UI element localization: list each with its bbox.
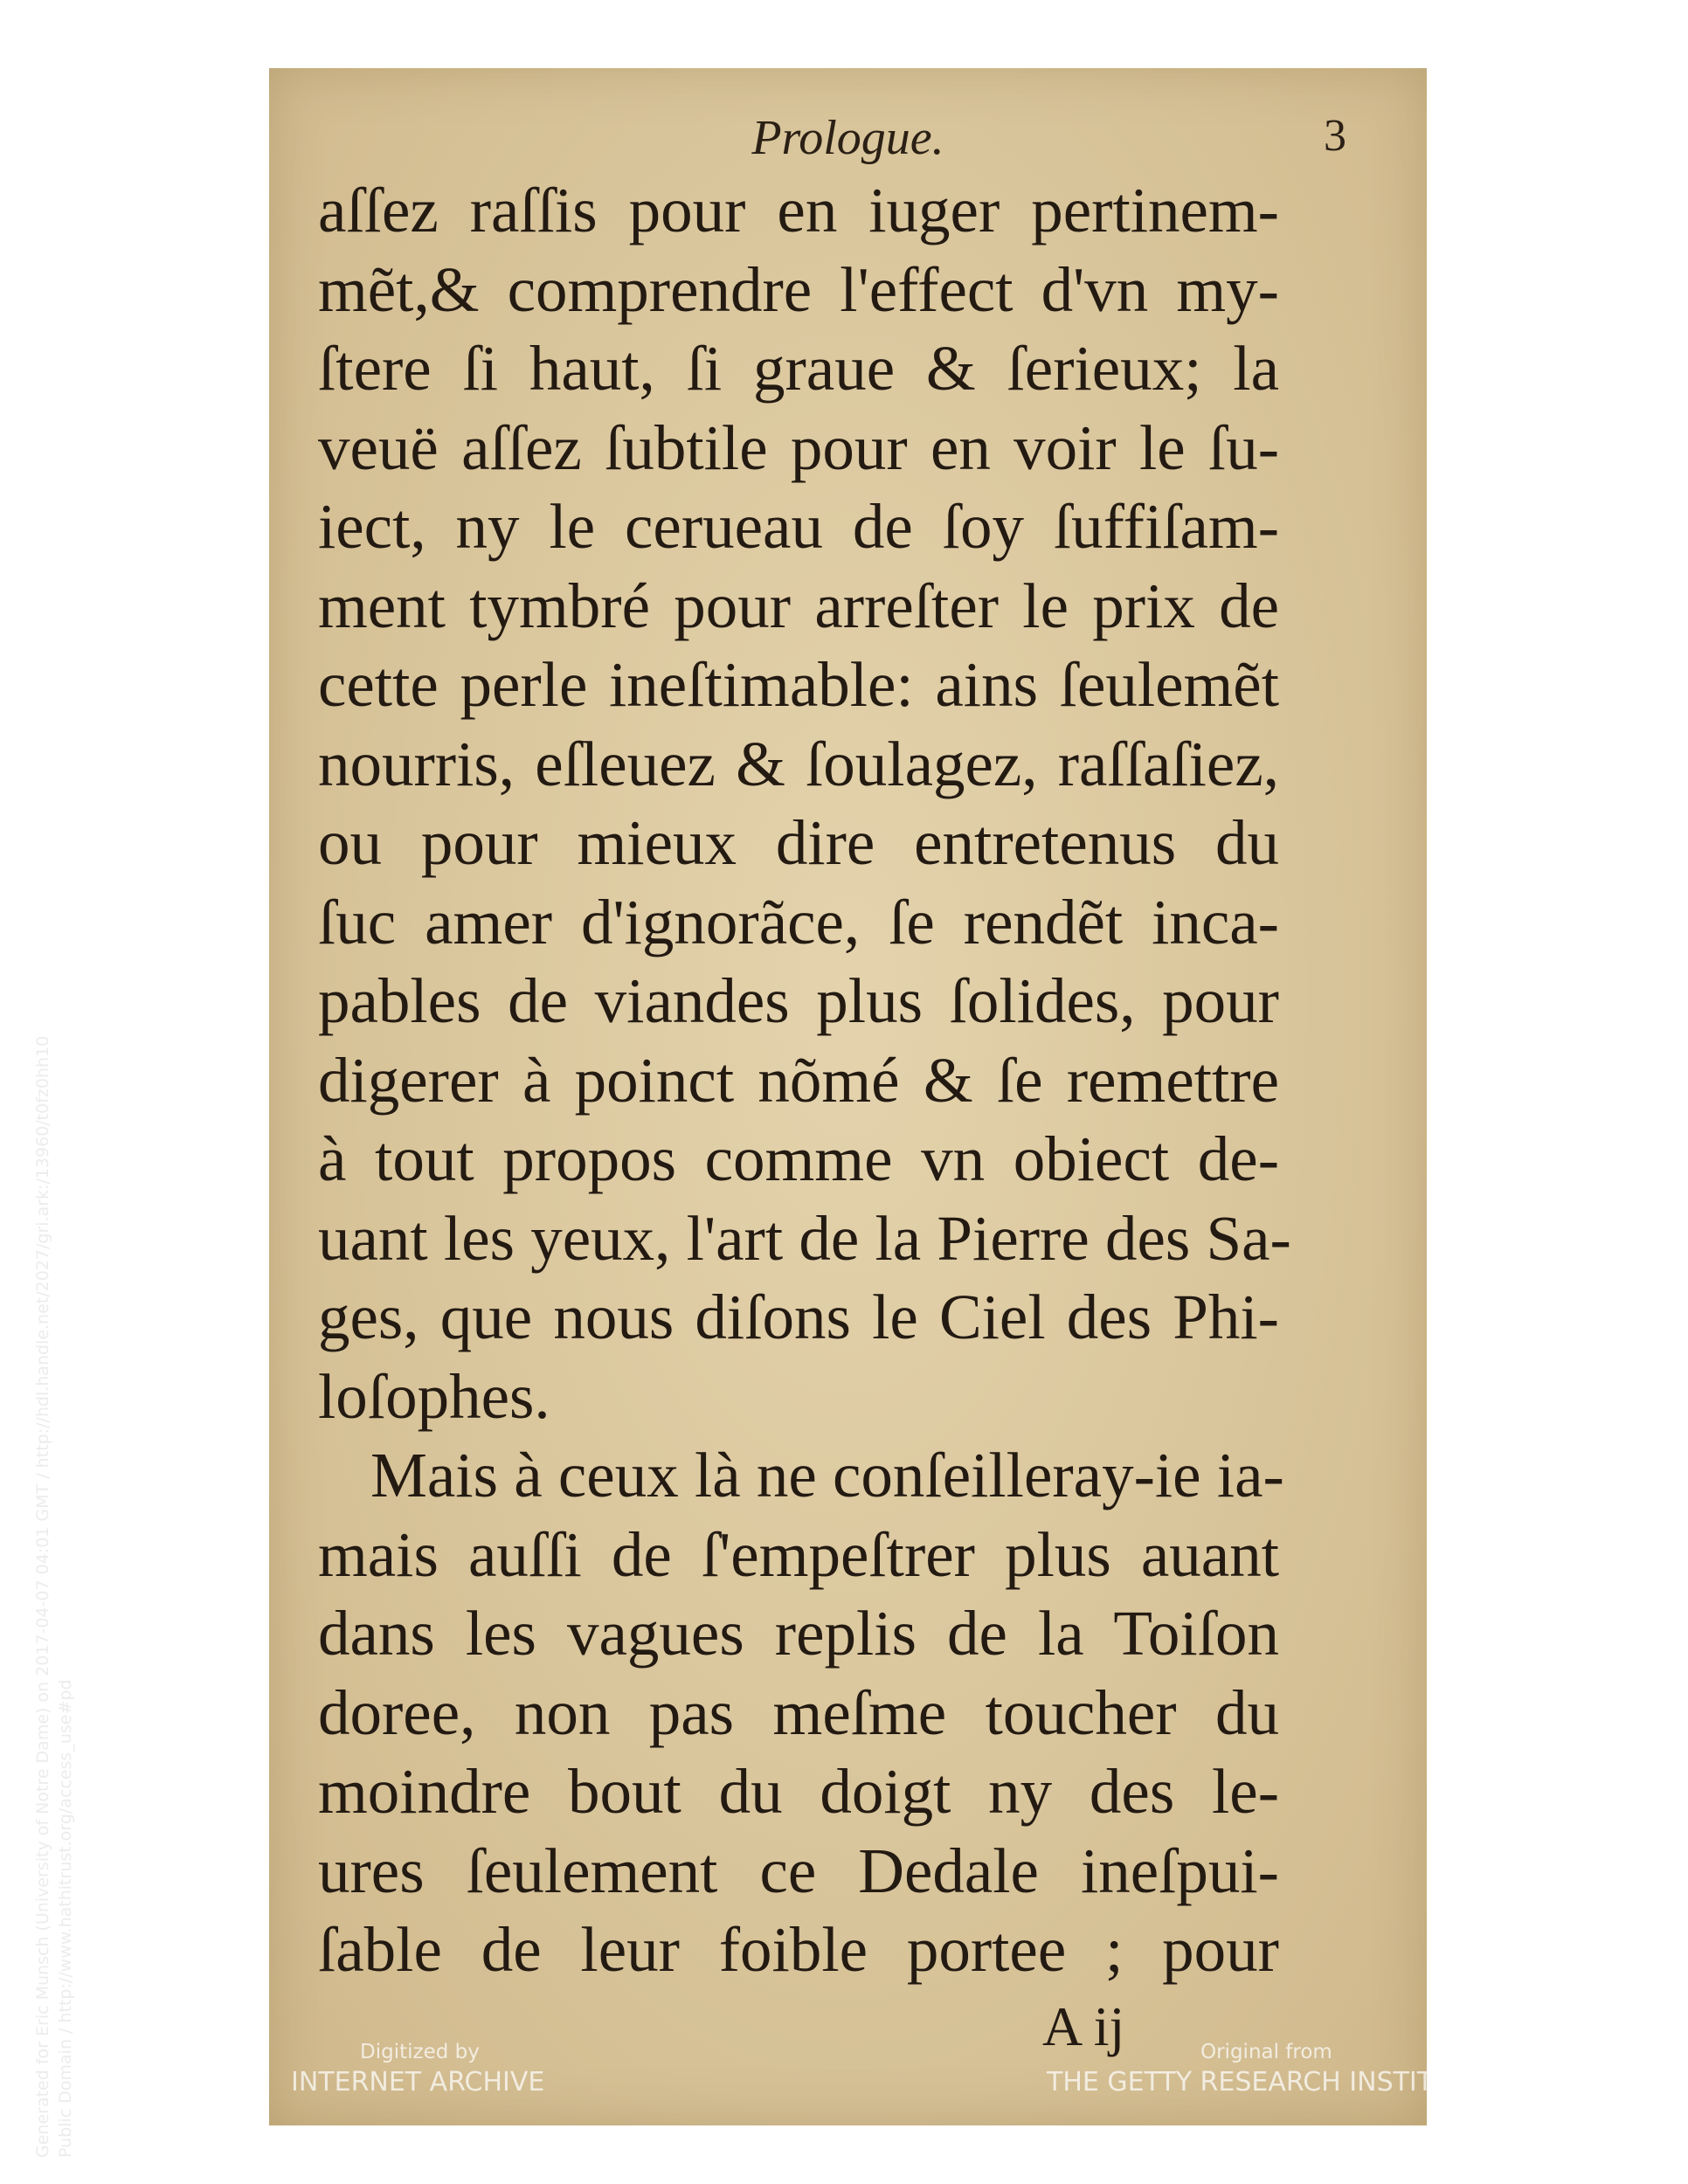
text-line: pables de viandes plus ſolides, pour (318, 965, 1279, 1036)
text-line: ſable de leur foible portee ; pour (318, 1914, 1279, 1985)
generation-note-line: Generated for Eric Munsch (University of Notre Dame) on 2017-04-07 04:01 GMT / http://hdl.handle.net/2027/gri.ark:/13960/t0fz0hh10 (33, 1035, 52, 2158)
watermark-original-from: Original from (1200, 2041, 1332, 2063)
text-line: dans les vagues replis de la Toiſon (318, 1598, 1279, 1669)
text-line: nourris, eſleuez & ſoulagez, raſſaſiez, (318, 728, 1279, 799)
text-line: mẽt,& comprendre l'effect d'vn my- (318, 253, 1279, 325)
text-line: mais auſſi de ſ'empeſtrer plus auant (318, 1518, 1279, 1590)
text-line: ſtere ſi haut, ſi graue & ſerieux; la (318, 333, 1279, 404)
hathitrust-generation-note (31, 1036, 77, 2158)
text-line: ou pour mieux dire entretenus du (318, 807, 1279, 878)
signature-mark: A ij (1042, 1995, 1125, 2057)
watermark-getty-research-institute: THE GETTY RESEARCH INSTITUTE (1047, 2067, 1485, 2098)
text-line: uant les yeux, l'art de la Pierre des Sa- (318, 1202, 1291, 1274)
text-line: moindre bout du doigt ny des le- (318, 1756, 1279, 1827)
text-line: ment tymbré pour arreſter le prix de (318, 570, 1279, 641)
text-line: veuë aſſez ſubtile pour en voir le ſu- (318, 411, 1279, 483)
text-line: digerer à poinct nõmé & ſe remettre (318, 1044, 1279, 1116)
text-line: Mais à ceux là ne conſeilleray-ie ia- (370, 1440, 1284, 1510)
body-text (318, 171, 1291, 1990)
text-line: ures ſeulement ce Dedale ineſpui- (318, 1835, 1279, 1906)
watermark-digitized-by: Digitized by (360, 2041, 480, 2063)
text-line: ſuc amer d'ignorãce, ſe rendẽt inca- (318, 886, 1279, 957)
text-line: doree, non pas meſme toucher du (318, 1676, 1279, 1748)
text-line: aſſez raſſis pour en iuger pertinem- (318, 175, 1279, 245)
text-line: à tout propos comme vn obiect de- (318, 1123, 1279, 1194)
running-head: Prologue. (751, 111, 944, 165)
text-line: ges, que nous diſons le Ciel des Phi- (318, 1282, 1279, 1352)
page-number: 3 (1324, 111, 1346, 161)
watermark-internet-archive: INTERNET ARCHIVE (291, 2067, 545, 2098)
text-line: iect, ny le cerueau de ſoy ſuffiſam- (318, 491, 1279, 562)
page-scan (269, 68, 1427, 2125)
text-line: loſophes. (318, 1360, 550, 1432)
rights-note-line: Public Domain / http://www.hathitrust.org/access_use#pd (56, 1679, 75, 2158)
text-line: cette perle ineſtimable: ains ſeulemẽt (318, 649, 1279, 720)
